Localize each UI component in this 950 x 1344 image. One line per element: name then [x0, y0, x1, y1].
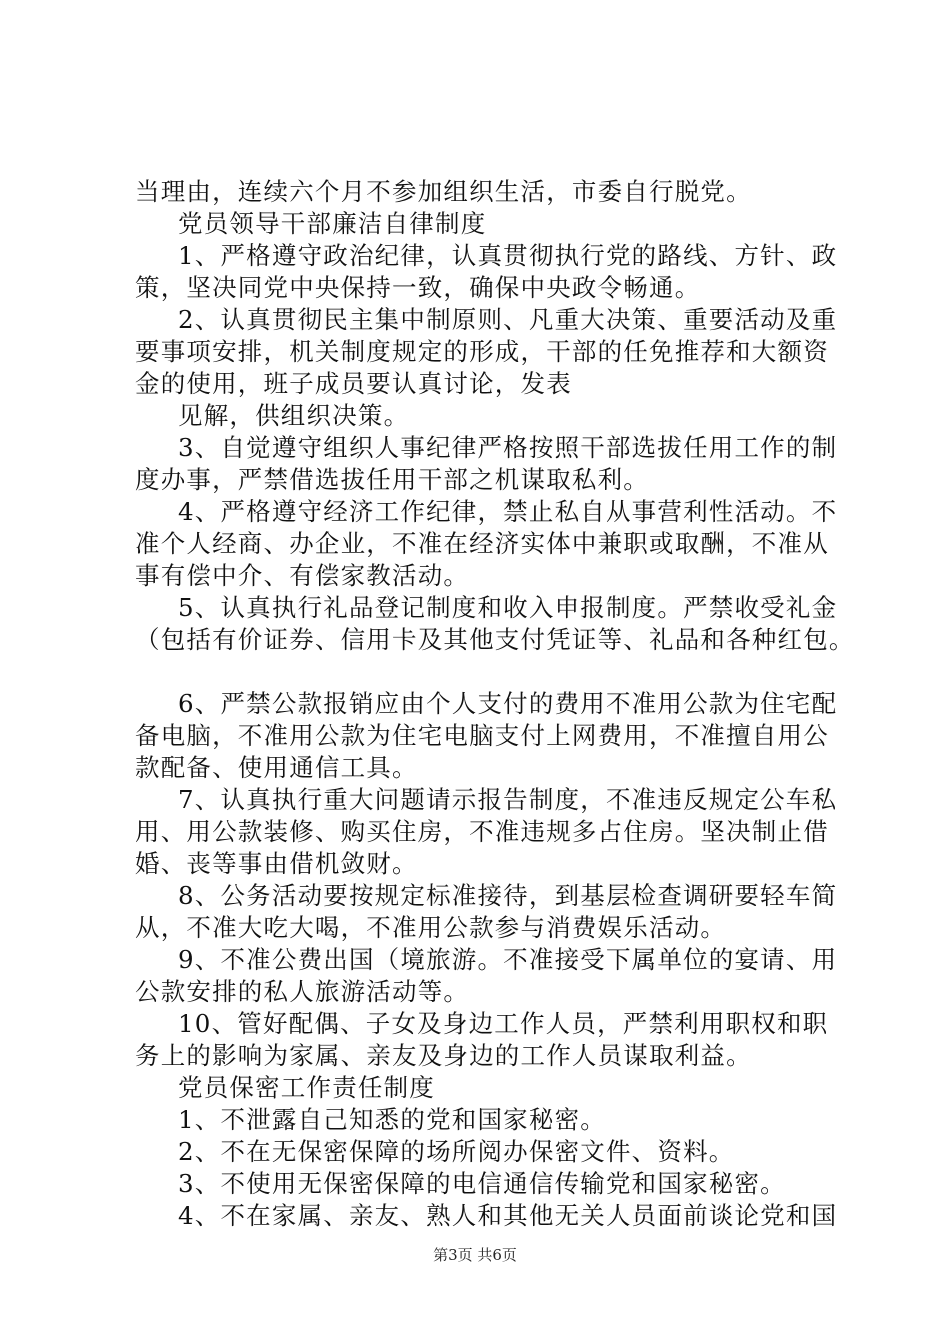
text-line: 事有偿中介、有偿家教活动。 — [135, 561, 470, 590]
text-line: 度办事，严禁借选拔任用干部之机谋取私利。 — [135, 465, 649, 494]
text-line: 4、不在家属、亲友、熟人和其他无关人员面前谈论党和国 — [178, 1201, 838, 1230]
text-line: 从，不准大吃大喝，不准用公款参与消费娱乐活动。 — [135, 913, 727, 942]
text-line: 金的使用，班子成员要认真讨论，发表 — [135, 369, 572, 398]
text-line: 2、不在无保密保障的场所阅办保密文件、资料。 — [178, 1137, 735, 1166]
text-line: 4、严格遵守经济工作纪律，禁止私自从事营利性活动。不 — [178, 497, 838, 526]
text-line: 1、严格遵守政治纪律，认真贯彻执行党的路线、方针、政 — [178, 241, 838, 270]
text-line: 2、认真贯彻民主集中制原则、凡重大决策、重要活动及重 — [178, 305, 838, 334]
text-line: 见解，供组织决策。 — [178, 401, 410, 430]
section-heading: 党员领导干部廉洁自律制度 — [178, 209, 487, 238]
text-line: 务上的影响为家属、亲友及身边的工作人员谋取利益。 — [135, 1041, 752, 1070]
text-line: 当理由，连续六个月不参加组织生活，市委自行脱党。 — [135, 177, 752, 206]
text-line: 款配备、使用通信工具。 — [135, 753, 418, 782]
text-line: 准个人经商、办企业，不准在经济实体中兼职或取酬，不准从 — [135, 529, 829, 558]
text-line: （包括有价证券、信用卡及其他支付凭证等、礼品和各种红包。 — [135, 625, 855, 654]
text-line: 8、公务活动要按规定标准接待，到基层检查调研要轻车简 — [178, 881, 838, 910]
text-line: 6、严禁公款报销应由个人支付的费用不准用公款为住宅配 — [178, 689, 838, 718]
text-line: 9、不准公费出国（境旅游。不准接受下属单位的宴请、用 — [178, 945, 838, 974]
text-line: 要事项安排，机关制度规定的形成，干部的任免推荐和大额资 — [135, 337, 829, 366]
text-line: 用、用公款装修、购买住房，不准违规多占住房。坚决制止借 — [135, 817, 829, 846]
text-line: 公款安排的私人旅游活动等。 — [135, 977, 470, 1006]
text-line: 3、不使用无保密保障的电信通信传输党和国家秘密。 — [178, 1169, 786, 1198]
text-line: 5、认真执行礼品登记制度和收入申报制度。严禁收受礼金 — [178, 593, 838, 622]
page-footer: 第3页 共6页 — [433, 1246, 517, 1264]
text-line: 3、自觉遵守组织人事纪律严格按照干部选拔任用工作的制 — [178, 433, 838, 462]
text-line: 10、管好配偶、子女及身边工作人员，严禁利用职权和职 — [178, 1009, 829, 1038]
text-line: 策，坚决同党中央保持一致，确保中央政令畅通。 — [135, 273, 701, 302]
text-line: 备电脑，不准用公款为住宅电脑支付上网费用，不准擅自用公 — [135, 721, 829, 750]
text-line: 1、不泄露自己知悉的党和国家秘密。 — [178, 1105, 606, 1134]
text-line: 婚、丧等事由借机敛财。 — [135, 849, 418, 878]
text-line: 7、认真执行重大问题请示报告制度，不准违反规定公车私 — [178, 785, 838, 814]
section-heading: 党员保密工作责任制度 — [178, 1073, 435, 1102]
